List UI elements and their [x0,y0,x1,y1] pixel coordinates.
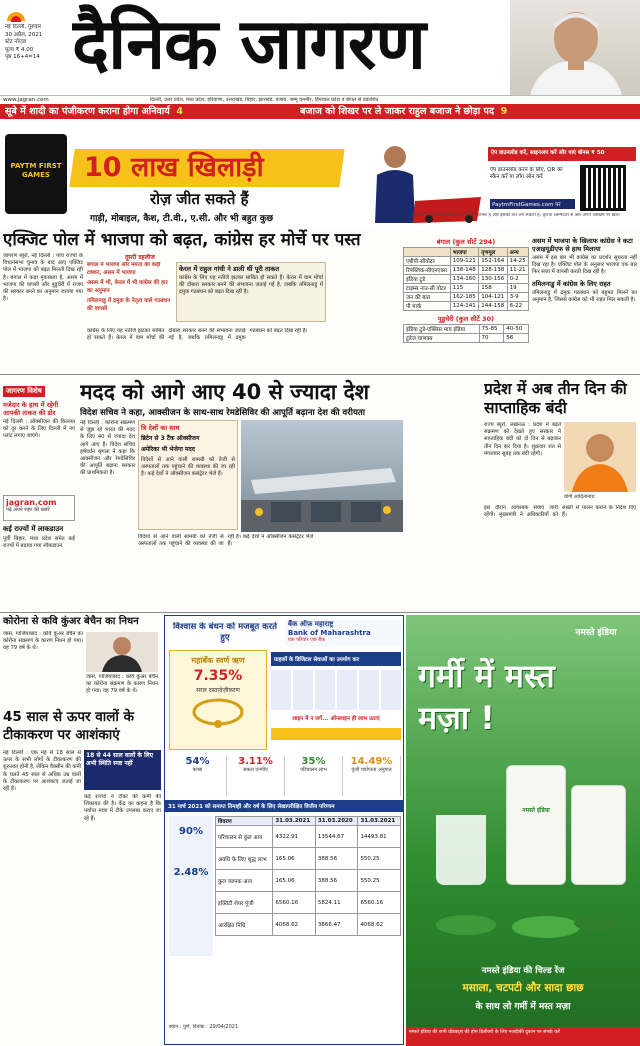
poll-row [404,334,529,343]
dairy-products: मसाला, चटपटी और सादा छाछ [462,982,584,994]
poll-cell: जन की बात [404,293,451,302]
games-qr-text: ऐप डाउनलोड करने के लिए, QR को स्कैन करें या लॉग ऑन करें [490,167,563,180]
date-line: नई दिल्ली, गुरुवार [5,24,42,30]
bank-cell: 4322.91 [273,826,316,848]
jagran-web-box[interactable] [3,495,75,521]
kerala-box-head: केरल में राहुल गांधी ने डाली थीं पूरी ताकत [179,265,280,273]
newspaper-title: दैनिक जागरण [72,4,425,85]
vaccine-tag: 18 से 44 साल वालों के लिए अभी स्थिति स्पष्ट नहीं [86,752,154,767]
poll-cell: टाइम्स नाउ-सी वोटर [404,284,451,293]
poll-cell: 109-121 [450,257,478,266]
poll-cell: रिपब्लिक-सीएनएक्स [404,266,451,275]
qr-code-icon[interactable] [580,165,626,211]
main2-side-box [138,420,238,530]
dairy-headline: गर्मी में मस्त मज़ा ! [418,657,555,737]
chaas-glass [436,815,486,885]
lead-body-1: जागरण ब्यूरो, नई दिल्ली : पांच राज्यों के विधानसभा चुनाव के बाद आए एक्जिट पोल में भाजपा को बढ़त मिलती दिख रही है। बंगाल में कड़ा मुकाबला है, असम में भाजपा की वापसी और पुडुचेरी में राजग की सरकार बनने का अनुमान जताया गया है। [3,253,83,303]
bank-row [216,870,401,892]
side-body-2: पूर्वी बिहार, मध्य प्रदेश समेत कई राज्यों में बढ़ाया गया लॉकडाउन [3,536,75,550]
poll-cell: 56 [504,334,529,343]
games-brand-name: PAYTM FIRST GAMES [10,162,62,179]
kerala-box [176,262,326,322]
page-count: पृष्ठ 16+4=14 [5,54,40,60]
chaas-pack [506,765,566,885]
bank-cell: इक्विटी शेयर पूंजी [216,892,273,914]
bank-stat [343,756,401,796]
bank-stat-label: पूंजी पर्याप्तता अनुपात [351,767,392,773]
up-headline[interactable]: प्रदेश में अब तीन दिन की साप्ताहिक बंदी [484,380,627,417]
main2-bullet-1: ब्रिटेन से 3 टैंक ऑक्सीजन [141,435,200,442]
editions-list: दिल्ली, उत्तर प्रदेश, मध्य प्रदेश, हरियाणा, उत्तराखंड, बिहार, झारखंड, पंजाब, जम्मू कश्मीर, हिमाचल प्रदेश व बंगाल से प्रकाशित [150,97,379,103]
poll-row [404,257,529,266]
poll-cell: पी मार्क [404,302,451,311]
bank-stat [169,756,227,796]
ticker-right[interactable]: बजाज को शिखर पर ले जाकर राहुल बजाज ने छोड़ा पद [300,106,494,117]
poll-cell: इंडिया टुडे [404,275,451,284]
edition-name: स्टेट नोएडा [5,39,27,45]
bank-cell: 4068.62 [358,914,401,936]
bank-cell: 3866.47 [315,914,358,936]
poll-table-title-puducherry: पुडुचेरी (कुल सीटें 30) [437,315,495,323]
poll-row [404,325,529,334]
bank-cell: 4068.62 [273,914,316,936]
yogi-caption: योगी आदित्यनाथ [564,494,595,500]
bank-ad [164,615,404,1045]
bank-cell: 550.25 [358,848,401,870]
phone-numbers [271,728,401,740]
gold-loan-text: सरल दस्तावेज़ीकरण [196,687,240,694]
poll-cell: 75-85 [479,325,504,334]
main2-bullet-2: अमेरिका भी भेजेगा मदद [141,446,195,453]
cargo-plane-photo [241,420,403,532]
poll-cell: 40-50 [504,325,529,334]
vaccine-headline[interactable]: 45 साल से ऊपर वालों के टीकाकरण पर आशंकाएं [3,709,134,743]
bank-cell: 165.06 [273,848,316,870]
poll-row [404,293,529,302]
poet-photo [86,632,158,672]
poll-cell: 128-138 [479,266,507,275]
masthead [0,0,640,95]
bank-cell: 388.56 [315,870,358,892]
mint-leaves [426,905,626,945]
politician-photo [510,0,640,95]
lead-bullet-1: बंगाल में भाजपा और ममता की कड़ी टक्कर, असम में भाजपा [87,262,161,276]
bank-head-cell: विवरण [216,817,273,826]
bank-cell: परिचालन से कुल आय [216,826,273,848]
bank-cell: 5824.11 [315,892,358,914]
bank-cell: 388.56 [315,848,358,870]
poll-cell: 19 [507,284,528,293]
cricketer-figure [355,141,485,223]
bank-cell: 13544.67 [315,826,358,848]
poet-body: जासं, गाजियाबाद : कवि कुंअर बेचैन का कोरोना संक्रमण के कारण निधन हो गया। वह 79 वर्ष के थे। [3,631,83,652]
poll-table-title-bengal: बंगाल (कुल सीटें 294) [436,238,496,246]
poll-cell: 70 [479,334,504,343]
bank-ad-title: विश्वास के बंधन को मजबूत करते हुए [172,622,277,643]
poll-head-cell: भाजपा [450,248,478,257]
lead-headline[interactable]: एक्जिट पोल में भाजपा को बढ़त, कांग्रेस हर मोर्चे पर पस्त [3,230,361,250]
bank-name-en: Bank of Maharashtra [288,629,371,637]
poll-cell: 162-185 [450,293,478,302]
bank-head-cell: 31.03.2020 [315,817,358,826]
bank-head-cell: 31.03.2021 [273,817,316,826]
bank-cell: 14493.81 [358,826,401,848]
lead-bullet-3: तमिलनाडु में द्रमुक के नेतृत्व वाले गठबंधन की वापसी [87,298,171,312]
side-headline-1[interactable]: मजेदार के हाथ में रहेगी आपकी ताकत की डोर [3,401,59,417]
gold-loan-box[interactable] [169,650,267,750]
poll-row [404,284,529,293]
bank-stat-value: 3.11% [238,756,273,767]
games-url[interactable]: PaytmFirstGames.com पर [490,199,575,209]
poll-cell: 0-2 [507,275,528,284]
dairy-tagline: के साथ लो गर्मी में मस्त मज़ा [475,1002,571,1012]
lead-sub-tag: दूसरी दहलीज [125,254,155,261]
dairy-footer: नमस्ते इंडिया की सभी प्रोडक्ट्स की होम डिलीवरी के लिए नजदीकी दुकान पर संपर्क करें [406,1027,640,1046]
assam-body-2: तमिलनाडु में द्रमुक गठबंधन को बहुमत मिलने का अनुमान है, जिससे कांग्रेस को भी राहत मिल सकती है। [532,289,637,303]
poll-cell: 104-121 [479,293,507,302]
poll-cell: 138-148 [450,266,478,275]
service-icons [271,670,401,710]
website-link[interactable]: www.jagran.com [3,97,49,103]
poll-row [404,266,529,275]
poll-cell: 6-22 [507,302,528,311]
main2-sub: विदेश सचिव ने कहा, आक्सीजन के साथ-साथ रेमडेसिविर की आपूर्ति बढ़ाना देश की वरीयता [80,408,365,418]
bank-row [216,848,401,870]
sun-logo-icon [5,6,27,22]
up-body: राज्य ब्यूरो, लखनऊ : प्रदेश में बढ़ते संक्रमण को देखते हुए सरकार ने साप्ताहिक बंदी को दो दिन से बढ़ाकर तीन दिन कर दिया है। शुक्रवार रात से मंगलवार सुबह तक बंदी रहेगी। [484,422,561,457]
bank-stat-label: कासा [192,767,203,773]
price: मूल्य ₹ 4.00 [5,46,34,53]
dairy-brand: नमस्ते इंडिया [575,628,617,638]
lead-bullets [87,262,172,332]
bank-cell: 550.25 [358,870,401,892]
lead-bullet-2: असम में भी, केरल में भी कांग्रेस की हार का अनुमान [87,280,168,294]
vaccine-body: नई दिल्ली : एक मई से 18 साल से ऊपर के सभी लोगों के टीकाकरण की शुरुआत होनी है, लेकिन वैक्सीन की कमी के चलते 45 साल से अधिक उम्र वालों के टीकाकरण पर आशंकाएं जताई जा रही हैं। [3,750,81,793]
bank-tagline: एक परिवार एक बैंक [288,637,325,643]
kerala-box-body: कांग्रेस के लिए यह नतीजे झटका साबित हो सकते हैं। केरल में वाम मोर्चा की दोबारा सरकार बनने की संभावना जताई गई है, जबकि तमिलनाडु में द्रमुक गठबंधन को बढ़त दिख रही है। [179,275,323,296]
bank-cell: 165.06 [273,870,316,892]
games-brand-logo [5,134,67,214]
jagran-web-logo: jagran.com [6,498,57,507]
bank-logo [285,620,401,646]
bank-cell: कुल व्यापक आय [216,870,273,892]
bank-cell: आरक्षित निधि [216,914,273,936]
poll-cell: 158 [479,284,507,293]
poll-table-box [403,237,529,372]
poll-cell: 144-158 [479,302,507,311]
poll-head-cell [404,248,451,257]
games-headline: 10 लाख खिलाड़ी [84,152,264,183]
games-disclaimer: इस गेम में वित्तीय जोखिम की संभावना शामिल है और इसकी लत लग सकती है, कृपया जिम्मेदारी से और अपने जोखिम पर खेलें। [412,213,621,218]
poll-cell: 3-9 [507,293,528,302]
results-title: 31 मार्च 2021 को समाप्त तिमाही और वर्ष के लिए लेखापरीक्षित वित्तीय परिणाम [165,800,403,812]
poll-table-puducherry [403,324,529,343]
assam-head[interactable]: असम में भाजपा के खिलाफ कांग्रेस ने कटा एआइयूडीएफ से हाथ मिलाया [532,237,633,253]
poll-cell: 124-141 [450,302,478,311]
ticker-left-page: 4 [176,106,183,117]
bank-cell: 6560.16 [273,892,316,914]
poll-cell: 115 [450,284,478,293]
results-table [215,816,401,936]
poll-cell: टुडेज चाणक्य [404,334,480,343]
stats-row [169,756,401,796]
ticker-bar [0,104,640,119]
bank-stat-value: 54% [185,756,210,767]
gold-jewellery-icon [188,694,248,730]
poet-headline[interactable]: कोरोना से कवि कुंअर बेचैन का निधन [3,616,139,627]
poll-head-cell: अन्य [507,248,528,257]
vaccine-body-2: कई राज्यों ने टीकों की कमी की शिकायत की है। केंद्र का कहना है कि पर्याप्त मात्रा में टीके उपलब्ध कराए जा रहे हैं। [84,794,161,822]
bank-stat-value: 14.49% [350,756,393,767]
up-body-2: इस दौरान आवश्यक सेवाएं जारी रहेंगी। मुख्यमंत्री ने अधिकारियों को सख्ती से पालन कराने के निर्देश दिए हैं। [484,505,636,519]
bank-row [216,826,401,848]
jagran-special-tag: जागरण विशेष [3,386,45,397]
bank-row [216,892,401,914]
bank-footer: स्थान : पुणे, दिनांक : 29/04/2021 [169,1024,239,1030]
ratio-column [169,816,213,956]
bank-stat-label: सकल एनपीए [243,767,268,773]
poll-cell: 130-156 [479,275,507,284]
paytm-games-ad [0,119,640,227]
poll-cell: 11-21 [507,266,528,275]
lead-body-2: कांग्रेस के लिए यह नतीजे झटका साबित हो सकते हैं। केरल में वाम मोर्चा की दोबारा सरकार बनने की संभावना जताई गई है, जबकि तमिलनाडु में द्रमुक गठबंधन को बढ़त दिख रही है। [87,328,308,342]
bank-cell: अवधि के लिए शुद्ध लाभ [216,848,273,870]
assam-body: असम में इस बार भी कांग्रेस का प्रदर्शन सुधरता नहीं दिख रहा है। एक्जिट पोल के अनुसार भाजपा एक बार फिर सत्ता में वापसी करती दिख रही है। [532,255,637,276]
dairy-sub: नमस्ते इंडिया की चिल्ड रेंज [481,966,565,976]
bank-stat [285,756,343,796]
dairy-ad [406,615,640,1046]
vaccine-tag-box [84,750,161,790]
poll-row [404,302,529,311]
poll-cell: एबीपी-सीवोटर [404,257,451,266]
bank-stat [227,756,285,796]
left-sidebar [3,378,75,610]
bank-stat-label: परिचालन लाभ [300,767,327,773]
bank-head-cell: 31.03.2021 [358,817,401,826]
poll-table-bengal [403,247,529,311]
poll-cell: इंडिया टुडे-एक्सिस माय इंडिया [404,325,480,334]
poll-cell: 14-25 [507,257,528,266]
main2-tag: त्रि देशों का साथ [141,424,180,432]
yogi-photo [564,422,636,492]
main2-body: नई दिल्ली : कोरोना संक्रमण से जूझ रहे भारत की मदद के लिए 40 से ज्यादा देश आगे आए हैं। विदेश सचिव हर्षवर्धन श्रृंगला ने कहा कि आक्सीजन और रेमडेसिविर की आपूर्ति बढ़ाना सरकार की प्राथमिकता है। [80,420,135,477]
ticker-right-page: 9 [500,106,508,117]
editions-strip [0,95,640,104]
bank-stat-value: 35% [301,756,326,767]
assam-column [532,237,637,372]
poet-body-2: जासं, गाजियाबाद : कवि कुंअर बेचैन का कोरोना संक्रमण के कारण निधन हो गया। वह 79 वर्ष के थे। [86,674,158,695]
games-offer[interactable]: ऐप डाउनलोड करें, साइनअप करें और पाएं बोनस ₹ 50 [488,147,636,161]
ratio-1: 90% [179,826,203,837]
chaas-pack-2 [571,785,626,885]
ticker-left[interactable]: सूबे में शादी का पंजीकरण कराना होगा अनिवार्य [5,106,170,117]
jagran-web-sub: पढ़ें अपने शहर की खबरें [6,507,50,513]
main2-headline[interactable]: मदद को आगे आए 40 से ज्यादा देश [80,380,370,404]
assam-head-2[interactable]: तमिलनाडु में कांग्रेस के लिए राहत [532,279,611,288]
apply-online[interactable]: लाइन में न लगें... ऑनलाइन ही लाभ उठाएं [292,716,380,722]
games-sub: रोज़ जीत सकते हैं [150,190,249,208]
gold-loan-title: महाबँक स्वर्ण ऋण [191,656,245,665]
issue-date: 30 अप्रैल, 2021 [5,31,43,38]
poll-row [404,275,529,284]
side-headline-2[interactable]: कई राज्यों में लाकडाउन [3,525,64,533]
side-body-1: नई दिल्ली : ऑक्सीजन की किल्लत को दूर करने के लिए दिल्ली में नए प्लांट लगाए जाएंगे। [3,419,75,440]
gold-loan-rate: 7.35% [193,668,243,684]
main2-body-cols: विदेशों से आने वाली सामग्री को तेजी से अस्पतालों तक पहुंचाने की व्यवस्था की जा रही है। कई देशों ने ऑक्सीजन कंसंट्रेटर भेजे हैं। [138,534,314,548]
games-items: गाड़ी, मोबाइल, कैश, टी.वी., ए.सी. और भी बहुत कुछ [90,214,274,224]
digital-services-bar: ग्राहकों के डिजिटल सेवाओं का उपयोग कर [271,652,401,666]
pack-label: नमस्ते इंडिया [522,807,550,814]
main2-box-body: विदेशों से आने वाली सामग्री को तेजी से अस्पतालों तक पहुंचाने की व्यवस्था की जा रही है। कई देशों ने ऑक्सीजन कंसंट्रेटर भेजे हैं। [141,457,235,478]
bank-row [216,914,401,936]
bank-cell: 6560.16 [358,892,401,914]
poll-cell: 134-160 [450,275,478,284]
poll-cell: 152-164 [479,257,507,266]
ratio-2: 2.48% [173,867,209,878]
poll-head-cell: तृणमूल [479,248,507,257]
bank-name-hi: बैंक ऑफ़ महाराष्ट्र [288,620,334,628]
